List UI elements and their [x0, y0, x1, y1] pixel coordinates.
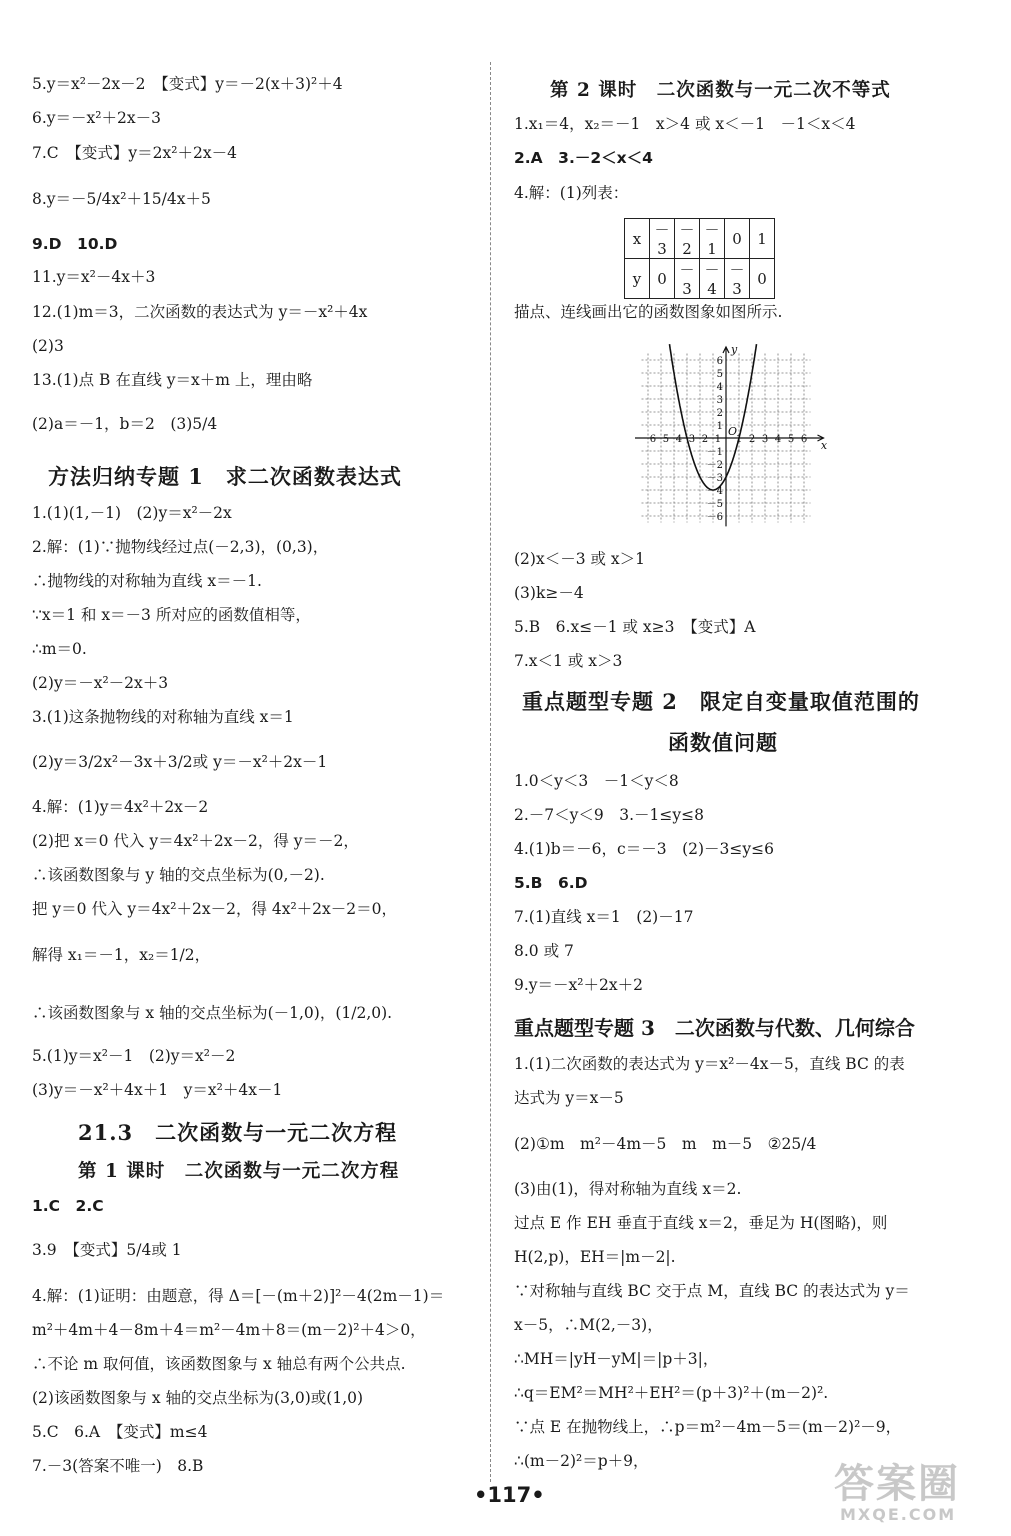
answer-line: (2)a＝－1，b＝2 (3)5/4: [32, 415, 218, 433]
answer-line: 5.y＝x²－2x－2 【变式】y＝－2(x＋3)²＋4: [32, 75, 343, 93]
answer-line: ∴m＝0.: [32, 640, 87, 658]
x-tick-label: －4: [665, 434, 683, 445]
answer-line: (2)3: [32, 337, 64, 355]
answer-line: 5.B 6.D: [514, 874, 588, 892]
answer-line: 4.解：(1)y＝4x²＋2x－2: [32, 798, 209, 816]
answer-line: x－5，∴M(2,－3)，: [514, 1316, 663, 1334]
y-tick-label: －1: [706, 447, 723, 458]
x-tick-label: 2: [748, 434, 756, 445]
x-tick-label: －3: [678, 434, 696, 445]
x-tick-label: －5: [652, 434, 670, 445]
answer-line: ∴该函数图象与 y 轴的交点坐标为(0,－2).: [32, 866, 325, 884]
answer-line: 1.x₁＝4，x₂＝－1 x＞4 或 x＜－1 －1＜x＜4: [514, 115, 856, 133]
subsection-heading: 第 2 课时 二次函数与一元二次不等式: [550, 80, 891, 101]
column-divider: [490, 62, 491, 1482]
watermark-text: 答案圈: [834, 1461, 960, 1507]
answer-line: 描点、连线画出它的函数图象如图所示.: [514, 303, 783, 321]
answer-line: ∴不论 m 取何值，该函数图象与 x 轴总有两个公共点.: [32, 1355, 406, 1373]
answer-line: 5.(1)y＝x²－1 (2)y＝x²－2: [32, 1047, 236, 1065]
answer-line: 解得 x₁＝－1，x₂＝1/2，: [32, 946, 211, 964]
watermark-logo: [834, 1463, 960, 1524]
answer-line: (2)y＝3/2x²－3x＋3/2或 y＝－x²＋2x－1: [32, 753, 328, 771]
table-cell: －3: [725, 259, 750, 299]
answer-line: (2)把 x＝0 代入 y＝4x²＋2x－2，得 y＝－2，: [32, 832, 359, 850]
answer-line: ∴MH＝|yH－yM|＝|p＋3|，: [514, 1350, 719, 1368]
y-tick-label: －5: [706, 499, 723, 510]
answer-line: ∵x＝1 和 x＝－3 所对应的函数值相等，: [32, 606, 311, 624]
section-heading: 方法归纳专题 1 求二次函数表达式: [48, 464, 402, 489]
y-tick-label: －2: [706, 460, 723, 471]
x-tick-label: 6: [800, 434, 808, 445]
answer-line: 11.y＝x²－4x＋3: [32, 268, 156, 286]
answer-line: 13.(1)点 B 在直线 y＝x＋m 上，理由略: [32, 371, 313, 389]
answer-line: ∵点 E 在抛物线上，∴p＝m²－4m－5＝(m－2)²－9，: [514, 1418, 902, 1436]
table-cell: －3: [650, 219, 675, 259]
answer-line: 过点 E 作 EH 垂直于直线 x＝2，垂足为 H(图略)，则: [514, 1214, 888, 1232]
table-cell: x: [625, 219, 650, 259]
y-tick-label: 4: [716, 382, 723, 393]
answer-line: 7.－3(答案不唯一) 8.B: [32, 1457, 204, 1475]
answer-line: 8.0 或 7: [514, 942, 574, 960]
answer-line: 1.C 2.C: [32, 1197, 104, 1215]
answer-line: 2.解：(1)∵抛物线经过点(－2,3)，(0,3)，: [32, 538, 329, 556]
answer-line: 5.C 6.A 【变式】m≤4: [32, 1423, 208, 1441]
table-cell: 0: [750, 259, 775, 299]
page-number: •117•: [474, 1483, 545, 1507]
table-cell: －2: [675, 219, 700, 259]
answer-line: 4.解：(1)证明：由题意，得 Δ＝[－(m＋2)]²－4(2m－1)＝: [32, 1287, 445, 1305]
answer-line: (2)x＜－3 或 x＞1: [514, 550, 646, 568]
section-heading: 重点题型专题 2 限定自变量取值范围的: [522, 689, 920, 714]
answer-line: 8.y＝－5/4x²＋15/4x＋5: [32, 190, 211, 208]
answer-line: 5.B 6.x≤－1 或 x≥3 【变式】A: [514, 618, 756, 636]
answer-line: 2.A 3.－2＜x＜4: [514, 149, 653, 167]
answer-line: 7.x＜1 或 x＞3: [514, 652, 623, 670]
x-tick-label: 5: [787, 434, 795, 445]
answer-line: ∴q＝EM²＝MH²＋EH²＝(p＋3)²＋(m－2)².: [514, 1384, 829, 1402]
answer-line: 12.(1)m＝3，二次函数的表达式为 y＝－x²＋4x: [32, 303, 368, 321]
section-heading: 21.3 二次函数与一元二次方程: [78, 1120, 398, 1145]
y-tick-label: －6: [706, 512, 723, 523]
answer-line: 1.(1)二次函数的表达式为 y＝x²－4x－5，直线 BC 的表: [514, 1055, 905, 1073]
table-row: [625, 259, 775, 299]
y-tick-label: 6: [716, 356, 723, 367]
subsection-heading: 第 1 课时 二次函数与一元二次方程: [78, 1161, 400, 1182]
x-axis-label: x: [820, 439, 828, 452]
answer-line: ∵对称轴与直线 BC 交于点 M，直线 BC 的表达式为 y＝: [514, 1282, 910, 1300]
origin-label: O: [728, 425, 738, 438]
table-cell: 0: [725, 219, 750, 259]
answer-line: 达式为 y＝x－5: [514, 1089, 624, 1107]
table-cell: －4: [700, 259, 725, 299]
table-cell: 0: [650, 259, 675, 299]
answer-line: 9.D 10.D: [32, 235, 118, 253]
answer-line: (2)①m m²－4m－5 m m－5 ②25/4: [514, 1135, 817, 1153]
answer-line: 把 y＝0 代入 y＝4x²＋2x－2，得 4x²＋2x－2＝0，: [32, 900, 398, 918]
watermark-url: MXQE.COM: [840, 1505, 957, 1524]
answer-line: (2)y＝－x²－2x＋3: [32, 674, 169, 692]
answer-line: 3.9 【变式】5/4或 1: [32, 1241, 182, 1259]
section-heading: 函数值问题: [668, 730, 778, 755]
answer-line: 4.解：(1)列表：: [514, 184, 629, 202]
answer-line: 7.(1)直线 x＝1 (2)－17: [514, 908, 694, 926]
answer-line: (3)y＝－x²＋4x＋1 y＝x²＋4x－1: [32, 1081, 283, 1099]
y-tick-label: 3: [716, 395, 723, 406]
answer-line: 1.(1)(1,－1) (2)y＝x²－2x: [32, 504, 232, 522]
answer-line: 7.C 【变式】y＝2x²＋2x－4: [32, 144, 237, 162]
answer-line: m²＋4m＋4－8m＋4＝m²－4m＋8＝(m－2)²＋4＞0，: [32, 1321, 426, 1339]
table-row: [625, 219, 775, 259]
answer-line: 1.0＜y＜3 －1＜y＜8: [514, 772, 679, 790]
answer-line: 2.－7＜y＜9 3.－1≤y≤8: [514, 806, 705, 824]
x-tick-label: －2: [691, 434, 709, 445]
answer-line: H(2,p)，EH＝|m－2|.: [514, 1248, 676, 1266]
answer-line: ∴抛物线的对称轴为直线 x＝－1.: [32, 572, 262, 590]
parabola-graph: [628, 342, 838, 540]
table-cell: －3: [675, 259, 700, 299]
x-tick-label: 1: [735, 434, 743, 445]
y-tick-label: 5: [716, 369, 723, 380]
y-axis-label: y: [731, 342, 738, 356]
y-tick-label: 1: [716, 421, 723, 432]
answer-line: 9.y＝－x²＋2x＋2: [514, 976, 643, 994]
answer-line: 6.y＝－x²＋2x－3: [32, 109, 161, 127]
table-cell: y: [625, 259, 650, 299]
y-tick-label: －4: [706, 486, 723, 497]
x-tick-label: 3: [761, 434, 769, 445]
x-tick-label: 4: [774, 434, 782, 445]
table-cell: 1: [750, 219, 775, 259]
value-table: [624, 218, 775, 299]
x-tick-label: －6: [639, 434, 657, 445]
answer-line: 4.(1)b＝－6，c＝－3 (2)－3≤y≤6: [514, 840, 774, 858]
y-tick-label: 2: [716, 408, 723, 419]
table-cell: －1: [700, 219, 725, 259]
section-heading: 重点题型专题 3 二次函数与代数、几何综合: [514, 1016, 915, 1040]
answer-line: (2)该函数图象与 x 轴的交点坐标为(3,0)或(1,0): [32, 1389, 364, 1407]
y-tick-label: －3: [706, 473, 723, 484]
answer-line: 3.(1)这条抛物线的对称轴为直线 x＝1: [32, 708, 294, 726]
x-tick-label: －1: [704, 434, 722, 445]
answer-line: (3)由(1)，得对称轴为直线 x＝2.: [514, 1180, 742, 1198]
answer-line: ∴(m－2)²＝p＋9，: [514, 1452, 649, 1470]
answer-line: ∴该函数图象与 x 轴的交点坐标为(－1,0)，(1/2,0).: [32, 1004, 393, 1022]
answer-line: (3)k≥－4: [514, 584, 584, 602]
